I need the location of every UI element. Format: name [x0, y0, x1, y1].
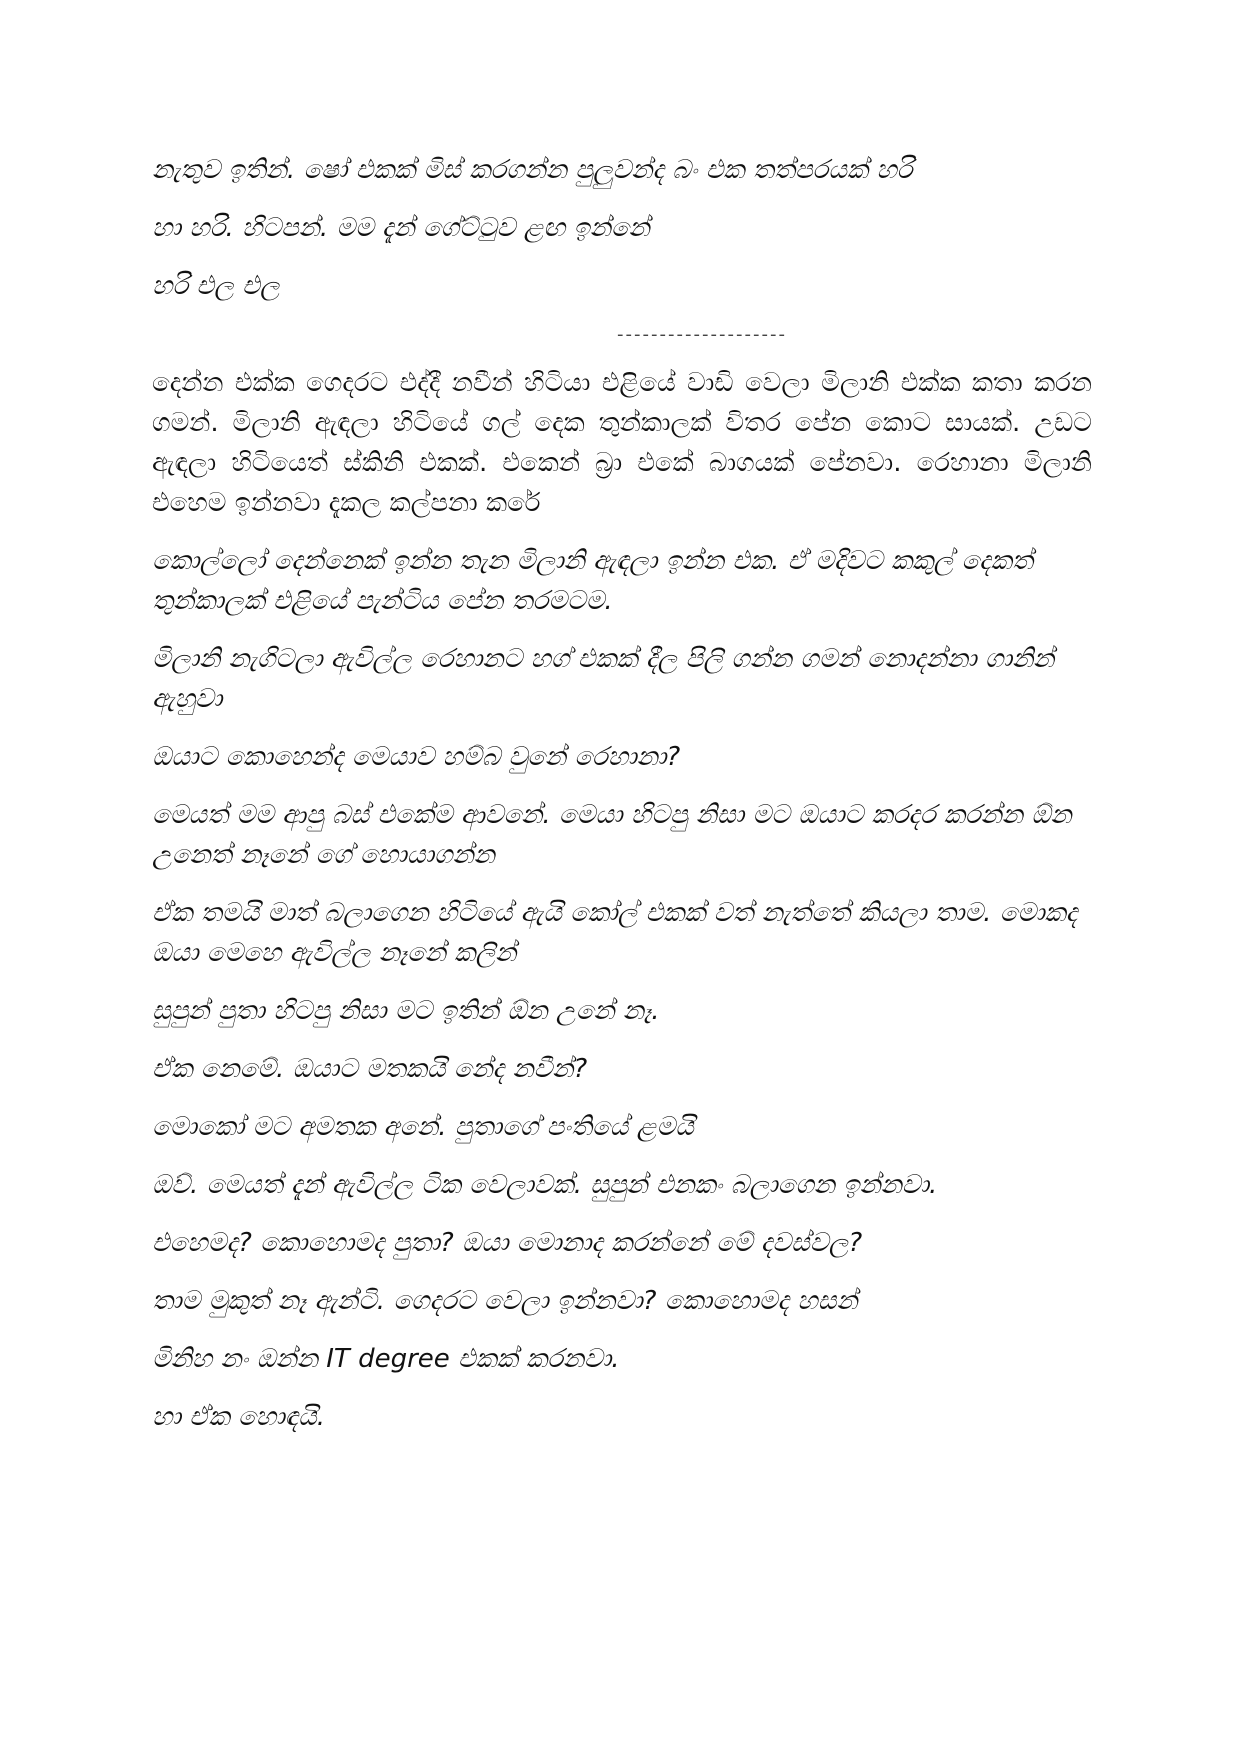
dialogue-paragraph: ඒක තමයි මාත් බලාගෙන හිටියේ ඇයි කෝල් එකක් වත් නැත්තේ කියලා තාම. මොකද ඔයා මෙහෙ ඇවිල්ල නෑනේ කලින්: [152, 898, 1078, 968]
dialogue-paragraph: නැතුව ඉතින්. ෂෝ එකක් මිස් කරගන්න පුලුවන්ද බං එක තත්පරයක් හරි: [152, 155, 913, 185]
dialogue-paragraph: සුපුන් පුතා හිටපු නිසා මට ඉතින් ඕන උනේ නෑ.: [152, 996, 660, 1026]
dialogue-paragraph: එහෙමද? කොහොමද පුතා? ඔයා මොනාද කරන්නේ මේ දවස්වල?: [152, 1228, 863, 1258]
dialogue-paragraph: මෙයත් මම ආපු බස් එකේම ආවනේ. මෙයා හිටපු නිසා මට ඔයාට කරදර කරන්න ඕන උනෙත් නෑනේ ගේ හොයාගන්න: [152, 800, 1072, 870]
dialogue-paragraph: ඔයාට කොහෙන්ද මෙයාව හම්බ වුනේ රෙහානා?: [152, 742, 681, 772]
dialogue-paragraph: මොකෝ මට අමතක අනේ. පුතාගේ පංතියේ ළමයි: [152, 1112, 694, 1142]
dialogue-paragraph: තාම මුකුත් නෑ ඇන්ටි. ගෙදරට වෙලා ඉන්නවා? කොහොමද හසන්: [152, 1286, 858, 1316]
section-separator: --------------------: [617, 324, 787, 345]
dialogue-paragraph: මිලානි නැගිටලා ඇවිල්ල රෙහානට හග් එකක් දීල පිලි ගන්න ගමන් නොදන්නා ගානින් ඇහුවා: [152, 644, 1055, 714]
document-page: [152, 150, 1092, 1455]
dialogue-paragraph: ඔව්. මෙයත් දැන් ඇවිල්ල ටික වෙලාවක්. සුපුන් එනකං බලාගෙන ඉන්නවා.: [152, 1170, 938, 1200]
dialogue-paragraph: කොල්ලෝ දෙන්නෙක් ඉන්න තැන මිලානි ඇඳලා ඉන්න එක. ඒ මදිවට කකුල් දෙකත් තුන්කාලක් එළියේ පැන්ටිය පේන තරමටම.: [152, 546, 1033, 616]
dialogue-paragraph: හා ඒක හොඳයි.: [152, 1402, 325, 1432]
dialogue-paragraph: හා හරි. හිටපන්. මම දැන් ගේට්ටුව ළඟ ඉන්නේ: [152, 213, 650, 243]
dialogue-paragraph: හරි එල එල: [152, 271, 280, 301]
dialogue-paragraph: ඒක නෙමේ. ඔයාට මතකයි නේද නවීන්?: [152, 1054, 588, 1084]
dialogue-paragraph: මිනිහ නං ඔන්න IT degree එකක් කරනවා.: [152, 1344, 620, 1374]
narration-paragraph: දෙන්න එක්ක ගෙදරට එද්දී නවීන් හිටියා එළියේ වාඩි වෙලා මිලානි එක්ක කතා කරන ගමන්. මිලානි ඇඳලා හිටියේ ගල් දෙක තුන්කාලක් විතර පේන කොට සායක්. උඩට ඇඳලා හිටියෙත් ස්කිනි එකක්. එකෙන් බ්‍රා එකේ බාගයක් පේනවා. රෙහානා මිලානි එහෙම ඉන්නවා දැකල කල්පනා කරේ: [152, 368, 1092, 518]
